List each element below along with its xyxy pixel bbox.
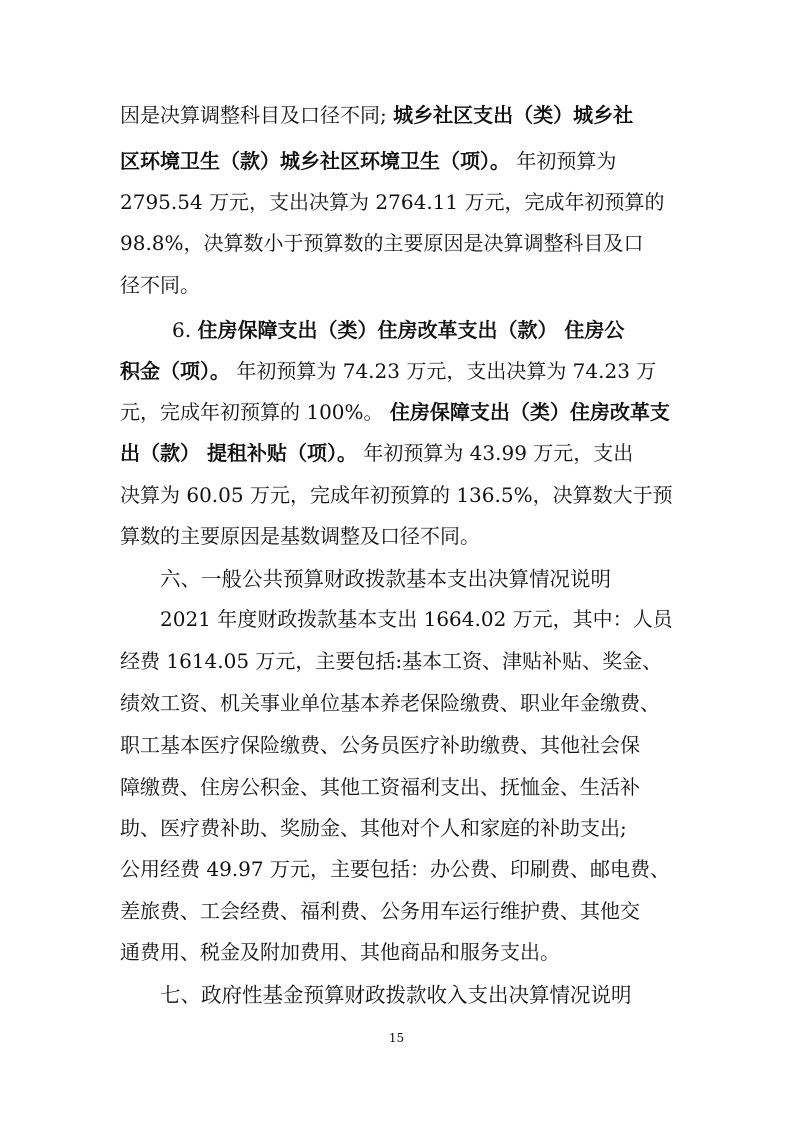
bold-heading-text: 住房保障支出（类）住房改革支出（款） 住房公 [197, 318, 625, 342]
body-line: 绩效工资、机关事业单位基本养老保险缴费、职业年金缴费、 [120, 691, 660, 715]
body-text: 年初预算为 74.23 万元，支出决算为 74.23 万 [236, 359, 657, 383]
body-line [120, 398, 670, 426]
section-heading: 七、政府性基金预算财政拨款收入支出决算情况说明 [160, 983, 632, 1007]
body-line: 2021 年度财政拨款基本支出 1664.02 万元，其中：人员 [160, 607, 673, 631]
bold-heading-text: 住房保障支出（类）住房改革支 [389, 400, 670, 424]
body-line: 职工基本医疗保险缴费、公务员医疗补助缴费、其他社会保 [120, 733, 640, 757]
bold-heading-text: 区环境卫生（款）城乡社区环境卫生（项）。 [120, 149, 510, 173]
body-line [120, 147, 616, 175]
body-line: 通费用、税金及附加费用、其他商品和服务支出。 [120, 940, 560, 964]
page-number: 15 [388, 1031, 405, 1045]
body-line: 障缴费、住房公积金、其他工资福利支出、抚恤金、生活补 [120, 775, 640, 799]
body-line: 98.8%，决算数小于预算数的主要原因是决算调整科目及口 [120, 231, 644, 255]
body-line [172, 316, 624, 344]
body-line: 公用经费 49.97 万元，主要包括：办公费、印刷费、邮电费、 [120, 857, 670, 881]
body-line [120, 101, 633, 129]
section-heading: 六、一般公共预算财政拨款基本支出决算情况说明 [160, 567, 611, 591]
body-line [120, 439, 633, 467]
body-line: 助、医疗费补助、奖励金、其他对个人和家庭的补助支出; [120, 816, 627, 840]
item-number: 6. [172, 318, 192, 342]
body-text: 元，完成年初预算的 100%。 [120, 400, 384, 424]
body-line: 差旅费、工会经费、福利费、公务用车运行维护费、其他交 [120, 899, 640, 923]
body-line: 决算为 60.05 万元，完成年初预算的 136.5%，决算数大于预 [120, 483, 673, 507]
bold-heading-text: 出（款） 提租补贴（项）。 [120, 441, 357, 465]
body-text: 年初预算为 43.99 万元，支出 [363, 441, 634, 465]
body-line: 经费 1614.05 万元，主要包括:基本工资、津贴补贴、奖金、 [120, 649, 663, 673]
body-line: 径不同。 [120, 273, 200, 297]
body-line: 2795.54 万元，支出决算为 2764.11 万元，完成年初预算的 [120, 190, 665, 214]
bold-heading-text: 城乡社区支出（类）城乡社 [393, 103, 634, 127]
body-text: 因是决算调整科目及口径不同; [120, 103, 387, 127]
body-text: 年初预算为 [516, 149, 617, 173]
bold-heading-text: 积金（项）。 [120, 359, 230, 383]
body-line [120, 357, 656, 385]
body-line: 算数的主要原因是基数调整及口径不同。 [120, 524, 480, 548]
